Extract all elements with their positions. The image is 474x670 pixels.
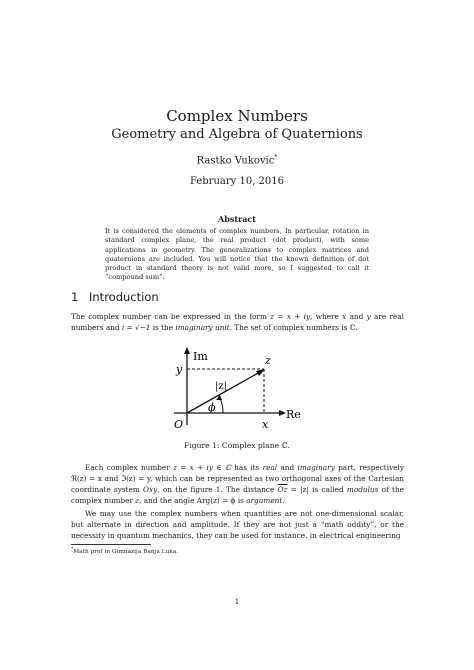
footnote-text: Math prof in Gimnazija Banja Luka. (73, 548, 179, 555)
real-axis-arrow (279, 410, 286, 416)
footnote-mark: * (71, 547, 74, 552)
page-number: 1 (234, 597, 240, 606)
vector-z (187, 372, 260, 413)
footnote (71, 547, 178, 555)
paragraph-intro: The complex number can be expressed in the form z = x + iy, where x and y are real numbers and i = √−1 is the imaginary unit. The set of complex numbers is ℂ. (71, 312, 404, 332)
paragraph-usage: We may use the complex numbers when quantities are not one-dimensional scalar, but alternate in direction and amplitude. If they are not just a “math oddity”, or the necessity in quantum mechanics, they can be used for instance, in electrical engineering (71, 509, 404, 540)
label-im: Im (193, 350, 208, 363)
section-heading (71, 290, 159, 304)
emph-imaginary-unit: imaginary unit (175, 323, 230, 332)
author-line (0, 154, 474, 166)
label-y: y (176, 363, 183, 376)
complex-plane-figure (160, 343, 320, 435)
footnote-rule (71, 544, 151, 545)
paper-title: Complex Numbers (166, 107, 308, 125)
label-modulus: |z| (215, 381, 228, 392)
author-footnote-mark: * (274, 154, 278, 161)
label-z: z (265, 354, 271, 367)
label-origin: O (174, 418, 184, 431)
author-name: Rastko Vukovic (196, 155, 275, 167)
label-x: x (262, 418, 269, 431)
label-phi: ϕ (208, 401, 216, 414)
math-z-def: z = x + iy (270, 312, 311, 321)
abstract-text: It is considered the elements of complex numbers, In particular, rotation in standard complex plane, the real product (dot product), with some applications in geometry. The generalizations to complex matrices and quaternions are included. You will notice that the known definition of dot product in standard theory is not valid more, so I suggested to call it “compound sum”. (105, 227, 369, 282)
paper-subtitle: Geometry and Algebra of Quaternions (111, 127, 363, 142)
imag-axis-arrow (184, 347, 190, 354)
label-re: Re (286, 408, 301, 421)
abstract-heading: Abstract (218, 214, 256, 224)
figure-caption: Figure 1: Complex plane ℂ. (184, 441, 290, 450)
paragraph-parts: Each complex number z = x + iy ∈ ℂ has its real and imaginary part, respectively ℜ(z) = x and ℑ(z) = y, which can be represented as two orthogonal axes of the Cartesian coordinate system Oxy, on the figure 1. The distance $\overline{Oz} = |z|$ is called modulus of the complex number z, and the angle Arg(z) = ϕ is argument. (71, 463, 404, 505)
math-i-def: i = √−1 (121, 323, 151, 332)
section-title: Introduction (89, 290, 159, 304)
section-number: 1 (71, 290, 79, 304)
paper-date: February 10, 2016 (189, 176, 285, 187)
